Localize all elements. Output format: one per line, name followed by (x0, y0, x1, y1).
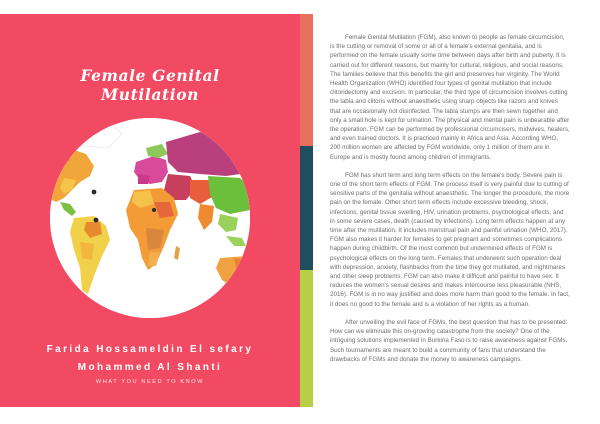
accent-stripe-middle (300, 146, 313, 270)
paragraph-solutions: After unveiling the evil face of FGMs, the best question that has to be presented: How can we eliminate this on-growing catastrophe from the society? One of the intriguing solutions implemented in Burkina Faso is to raise awareness against FGMs. Such tournaments are meant to build a community of fans that understand the drawbacks of FGMs and donate the money to awareness campaigns. (330, 318, 568, 363)
author-line-2: Mohammed Al Shanti (77, 362, 223, 373)
cover-subtitle: WHAT YOU NEED TO KNOW (95, 379, 205, 385)
author-line-1: Farida Hossameldin El sefary (46, 344, 254, 355)
paragraph-intro: Female Genital Mutilation (FGM), also known to people as female circumcision, is the cutting or removal of some or all of a female's external genitalia, and is performed on the female usually some time between days after birth and puberty. It is carried out for different reasons, but mainly for cultural, religious, and social reasons. The families believe that this benefits the girl and preserves her virginity. The World Health Organization (WHO) identified four types of genital mutilation that include clitoridectomy and excision. In particular, the third type of circumcision involves cutting the labia and clitoris without anaesthetic using sharp objects like razors and knives that are occasionally not disinfected. The labia stumps are then sewn together and only a small hole is kept for urination. The physical and mental pain is unbearable after the operation. FGM can be performed by professional circumcisers, midwives, healers, and even trained doctors. It is practiced mainly in Africa and Asia. According WHO, 200 million women are affected by FGM worldwide, only 1 million of them are in Europe and is mostly found among children of immigrants. (330, 34, 570, 161)
accent-stripe-top (300, 14, 313, 146)
cover-title-line-2: Mutilation (100, 85, 200, 104)
world-map-globe (50, 118, 250, 318)
world-map-illustration (50, 118, 250, 318)
cover-title (0, 66, 300, 104)
paragraph-effects: FGM has short term and long term effects on the female's body. Severe pain is one of the short term effects of FGM. The process itself is very painful due to cutting of sensitive parts of the genitalia without anaesthetic. The longer the procedure, the more pain on the female. Other short term effects include excessive bleeding, shock, infections, genital tissue swelling, HIV, urination problems, psychological effects, and in some severe cases, death (caused by infections). Long term effects happen at any time after the mutilation. It includes menstrual pain and painful urination (WHO, 2017). FGM also makes it harder for females to get pregnant and sometimes complications happen during childbirth. Of the most common but undermined effects of FGM is psychological effects on the long term. Females that underwent such operation deal with depression, anxiety, flashbacks from the time they got mutilated, and nightmares and other sleep problems. FGM can also make it difficult and painful to have sex. It reduces the women's sexual desires and makes intercourse less pleasurable (NHS, 2016). FGM is in no way justified and does more harm than good to the female. In fact, it does no good to the female and is a violation of her rights as a human. (330, 171, 570, 308)
cover-title-line-1: Female Genital (80, 66, 220, 85)
cover-authors (0, 341, 300, 377)
accent-stripe-bottom (300, 270, 313, 407)
article-text (330, 33, 570, 373)
book-cover (0, 14, 300, 407)
